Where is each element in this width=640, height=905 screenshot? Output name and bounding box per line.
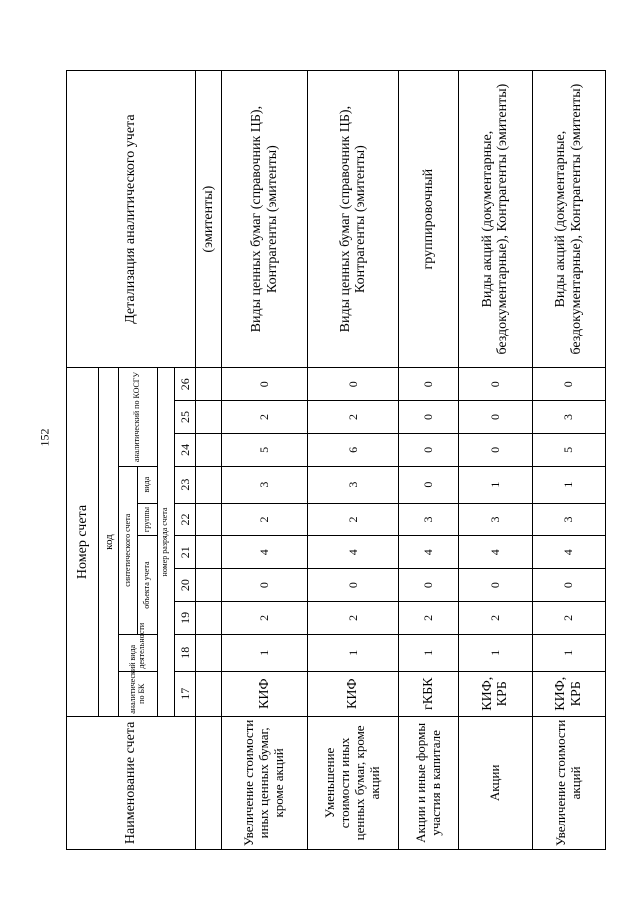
row-d20: 0: [398, 569, 458, 602]
row-name: Акции и иные формы участия в капитале: [398, 716, 458, 849]
digit-18: 18: [174, 634, 196, 671]
continuation-detail: (эмитенты): [196, 71, 222, 368]
row-d19: 2: [308, 601, 399, 634]
row-d23: 0: [398, 466, 458, 503]
row-detail: Виды ценных бумаг (справочник ЦБ), Контрагенты (эмитенты): [222, 71, 308, 368]
row-d20: 0: [308, 569, 399, 602]
row-d24: 5: [222, 433, 308, 466]
header-account-object: объекта учета: [138, 536, 157, 634]
row-d26: 0: [308, 368, 399, 401]
row-bk: КИФ, КРБ: [459, 671, 532, 716]
table-row: [222, 71, 308, 850]
page-number: 152: [37, 428, 52, 447]
row-d21: 4: [398, 536, 458, 569]
row-d18: 1: [308, 634, 399, 671]
digit-17: 17: [174, 671, 196, 716]
row-d21: 4: [308, 536, 399, 569]
header-analytic-bk: аналитический по БК: [118, 671, 157, 716]
row-detail: Виды акций (документарные, бездокументарные), Контрагенты (эмитенты): [532, 71, 605, 368]
row-name: Акции: [459, 716, 532, 849]
row-d25: 0: [398, 401, 458, 434]
header-analytic-kosgu: аналитический по КОСГУ: [118, 368, 157, 466]
digit-24: 24: [174, 433, 196, 466]
row-d23: 3: [222, 466, 308, 503]
header-activity-type: вида деятельности: [118, 634, 157, 671]
digit-22: 22: [174, 503, 196, 536]
digit-23: 23: [174, 466, 196, 503]
row-d22: 2: [308, 503, 399, 536]
row-d26: 0: [222, 368, 308, 401]
continuation-row: [196, 71, 222, 850]
digit-21: 21: [174, 536, 196, 569]
row-bk: КИФ: [308, 671, 399, 716]
digit-25: 25: [174, 401, 196, 434]
accounts-table: [66, 70, 606, 850]
row-d21: 4: [222, 536, 308, 569]
row-d24: 0: [398, 433, 458, 466]
header-group: группы: [138, 503, 157, 536]
row-d26: 0: [459, 368, 532, 401]
row-d22: 3: [459, 503, 532, 536]
row-d18: 1: [459, 634, 532, 671]
header-detail: Детализация аналитического учета: [67, 71, 196, 368]
table-row: [459, 71, 532, 850]
row-d19: 2: [459, 601, 532, 634]
header-account-number: Номер счета: [67, 368, 99, 717]
row-d19: 2: [532, 601, 605, 634]
row-detail: группировочный: [398, 71, 458, 368]
row-detail: Виды акций (документарные, бездокументарные), Контрагенты (эмитенты): [459, 71, 532, 368]
row-d21: 4: [532, 536, 605, 569]
row-d26: 0: [532, 368, 605, 401]
table-row: [532, 71, 605, 850]
row-d26: 0: [398, 368, 458, 401]
row-d20: 0: [532, 569, 605, 602]
row-detail: Виды ценных бумаг (справочник ЦБ), Контрагенты (эмитенты): [308, 71, 399, 368]
row-d18: 1: [222, 634, 308, 671]
rotated-table-page: [66, 70, 606, 850]
row-d19: 2: [222, 601, 308, 634]
row-d23: 3: [308, 466, 399, 503]
row-d18: 1: [398, 634, 458, 671]
row-bk: КИФ: [222, 671, 308, 716]
row-name: Увеличение стоимости акций: [532, 716, 605, 849]
row-d23: 1: [532, 466, 605, 503]
row-d20: 0: [459, 569, 532, 602]
row-d20: 0: [222, 569, 308, 602]
row-d24: 6: [308, 433, 399, 466]
digit-26: 26: [174, 368, 196, 401]
row-d21: 4: [459, 536, 532, 569]
row-d25: 2: [222, 401, 308, 434]
table-row: [398, 71, 458, 850]
digit-19: 19: [174, 601, 196, 634]
row-bk: КИФ, КРБ: [532, 671, 605, 716]
row-d24: 5: [532, 433, 605, 466]
row-name: Увеличение стоимости иных ценных бумаг, кроме акций: [222, 716, 308, 849]
header-account-name: Наименование счета: [67, 716, 196, 849]
row-d22: 2: [222, 503, 308, 536]
row-d25: 0: [459, 401, 532, 434]
row-d25: 2: [308, 401, 399, 434]
table-row: [308, 71, 399, 850]
row-name: Уменьшение стоимости иных ценных бумаг, кроме акций: [308, 716, 399, 849]
digit-20: 20: [174, 569, 196, 602]
row-d22: 3: [398, 503, 458, 536]
row-bk: гКБК: [398, 671, 458, 716]
header-digit-number: номер разряда счета: [157, 368, 174, 717]
row-d22: 3: [532, 503, 605, 536]
header-code: код: [99, 368, 118, 717]
header-synthetic: синтетического счета: [118, 466, 137, 634]
row-d19: 2: [398, 601, 458, 634]
row-d25: 3: [532, 401, 605, 434]
row-d24: 0: [459, 433, 532, 466]
row-d18: 1: [532, 634, 605, 671]
row-d23: 1: [459, 466, 532, 503]
header-kind: вида: [138, 466, 157, 503]
